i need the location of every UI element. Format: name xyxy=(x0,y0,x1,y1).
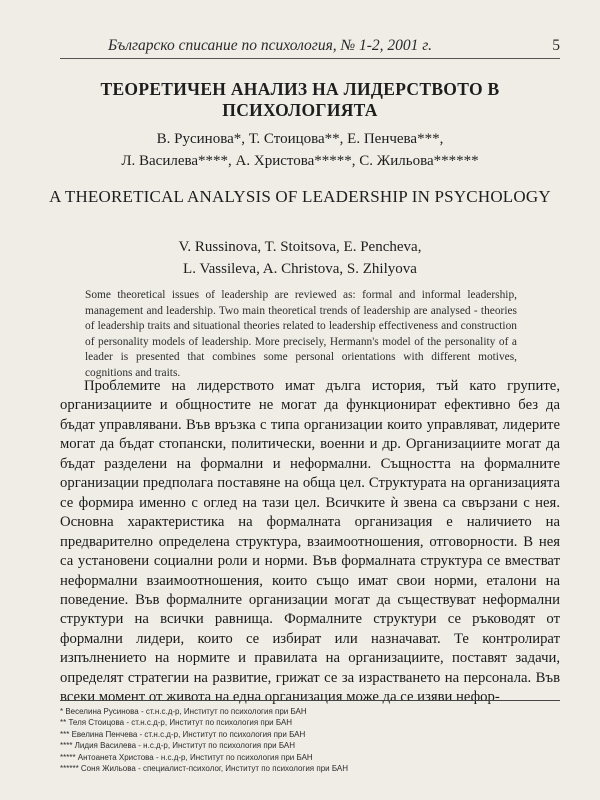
body-text xyxy=(60,377,560,708)
footnote: ** Теля Стоицова - ст.н.с.д-р, Институт по психология при БАН xyxy=(60,718,293,728)
body-paragraph: Проблемите на лидерството имат дълга история, тъй като групите, организациите и общностите не могат да функционират ефективно без да бъдат управлявани. Във връзка с типа организации които управляват, лидерите могат да бъдат стопански, политически, военни и др. Организациите могат да бъдат разделени на формални и неформални. Същността на формалните организации предполага поставяне на обща цел. Структурата на организацията се формира именно с оглед на тази цел. Всичките ѝ звена са свързани с нея. Основна характеристика на формалната организация е наличието на предварително определена структура, взаимоотношения, отговорности. В нея са установени социални роли и норми. Във формалната структура се вместват неформални взаимоотношения, които също имат свои норми, еталони на поведение. Във формалните организации могат да съществуват неформални структури на всички равнища. Формалните структури се ръководят от формални лидери, които се избират или назначават. Те контролират изпълнението на нормите и правилата на организациите, поставят задачи, определят стратегии на развитие, грижат се за израстването на персонала. Във всеки момент от живота на една организация може да се изяви нефор- xyxy=(60,378,560,706)
footnote: *** Евелина Пенчева - ст.н.с.д-р, Институт по психология при БАН xyxy=(60,729,306,739)
authors-bulgarian-line-1: В. Русинова*, Т. Стоицова**, Е. Пенчева***, xyxy=(156,131,444,147)
header-rule xyxy=(60,58,560,59)
article-title-bulgarian: ТЕОРЕТИЧЕН АНАЛИЗ НА ЛИДЕРСТВОТО В ПСИХОЛОГИЯТА xyxy=(100,79,500,120)
abstract: Some theoretical issues of leadership are reviewed as: formal and informal leadership, management and leadership. Two main theoretical trends of leadership are analysed - theories of leadership traits and situational theories related to leadership effectiveness and construction of personality models of leadership. More precisely, Hermann's model of the personality of a leader is presented that combines some personal orientations with different motives, cognitions and traits. xyxy=(85,289,517,379)
journal-title: Българско списание по психология, № 1-2, 2001 г. xyxy=(108,37,433,54)
footnote: ****** Соня Жильова - специалист-психолог, Институт по психология при БАН xyxy=(60,764,349,774)
article-title-english: A THEORETICAL ANALYSIS OF LEADERSHIP IN PSYCHOLOGY xyxy=(49,187,551,206)
footnote: ***** Антоанета Христова - н.с.д-р, Институт по психология при БАН xyxy=(60,752,313,762)
authors-bulgarian xyxy=(40,128,560,172)
authors-bulgarian-line-2: Л. Василева****, А. Христова*****, С. Жильова****** xyxy=(121,153,479,169)
page-number: 5 xyxy=(552,37,560,54)
footnote-rule xyxy=(60,700,560,701)
footnote: * Веселина Русинова - ст.н.с.д-р, Институт по психология при БАН xyxy=(60,707,307,716)
authors-english-line-1: V. Russinova, T. Stoitsova, E. Pencheva, xyxy=(178,239,422,255)
footnotes xyxy=(60,706,560,774)
authors-english-line-2: L. Vassileva, A. Christova, S. Zhilyova xyxy=(183,261,417,277)
authors-english xyxy=(40,236,560,280)
footnote: **** Лидия Василева - н.с.д-р, Институт по психология при БАН xyxy=(60,741,296,751)
